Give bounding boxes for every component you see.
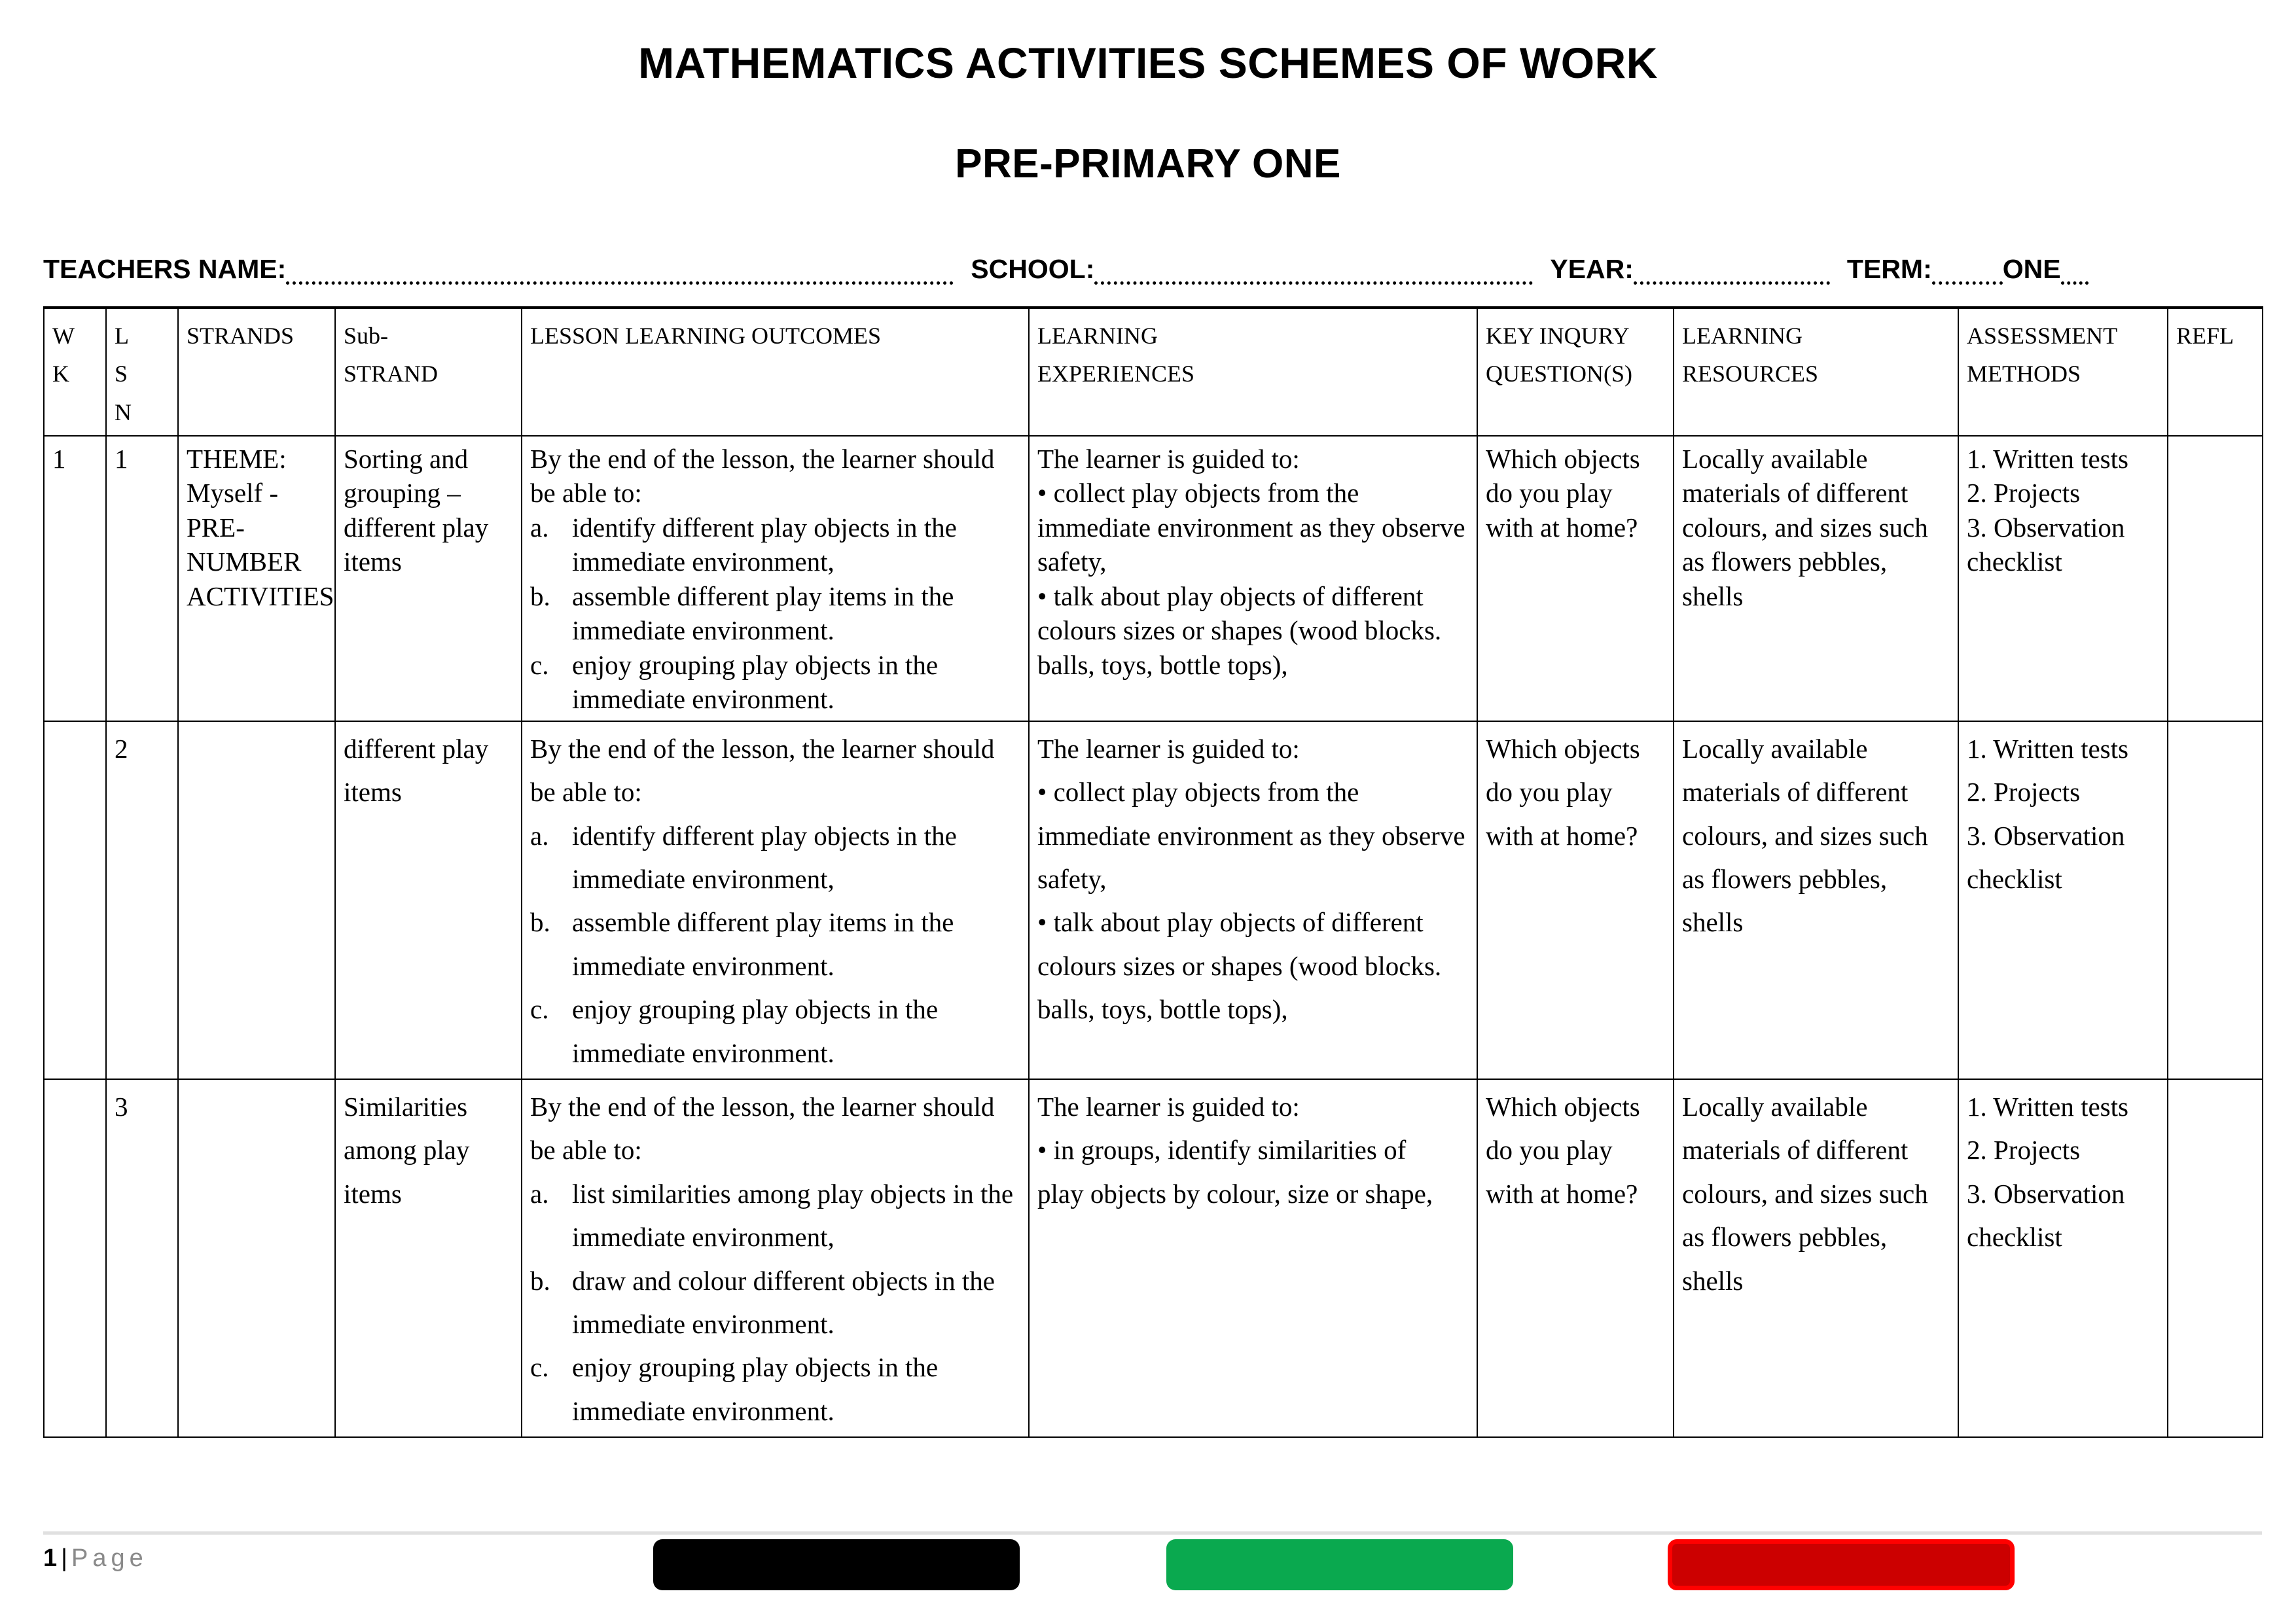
cell-learning-experiences <box>1029 721 1477 1079</box>
term-value: ONE <box>2002 254 2061 284</box>
outcomes-intro: By the end of the lesson, the learner should be able to: <box>530 443 995 508</box>
assessment-list <box>1967 727 2161 901</box>
cell-learning-resources: Locally available materials of different colours, and sizes such as flowers pebbles, shells <box>1674 721 1958 1079</box>
header-fields <box>43 245 2269 285</box>
school-label: SCHOOL: <box>971 254 1095 284</box>
list-item: • talk about play objects of different colours sizes or shapes (wood blocks. balls, toys, bottle tops), <box>1037 580 1442 680</box>
column-header-week: W K <box>44 308 106 436</box>
page-word: Page <box>71 1544 148 1572</box>
list-item <box>530 901 1022 988</box>
list-item: 3. Observation checklist <box>1967 512 2125 577</box>
list-text: enjoy grouping play objects in the immediate environment. <box>572 649 939 715</box>
year-input[interactable] <box>1634 259 1830 285</box>
outcomes-intro: By the end of the lesson, the learner should be able to: <box>530 733 995 808</box>
list-item <box>530 579 1022 648</box>
cell-strands <box>178 721 335 1079</box>
list-text: draw and colour different objects in the immediate environment. <box>572 1265 995 1339</box>
flag-bar-green <box>1166 1539 1513 1590</box>
footer-divider <box>43 1531 2262 1535</box>
experiences-list <box>1037 476 1470 682</box>
cell-learning-resources: Locally available materials of different colours, and sizes such as flowers pebbles, shells <box>1674 1079 1958 1437</box>
experiences-intro: The learner is guided to: <box>1037 443 1300 474</box>
list-item: play objects by colour, size or shape, <box>1037 1178 1433 1209</box>
list-item: • collect play objects from the immediate environment as they observe safety, <box>1037 777 1465 894</box>
table-header-row <box>44 308 2263 436</box>
term-input-right[interactable] <box>2061 259 2089 285</box>
cell-key-inquiry-question: Which objects do you play with at home? <box>1477 1079 1674 1437</box>
list-text: list similarities among play objects in the immediate environment, <box>572 1178 1014 1253</box>
experiences-list <box>1037 770 1470 1031</box>
list-text: enjoy grouping play objects in the immediate environment. <box>572 1352 939 1426</box>
year-label: YEAR: <box>1550 254 1634 284</box>
list-item: 2. Projects <box>1967 1135 2081 1166</box>
cell-strands <box>178 1079 335 1437</box>
cell-lesson: 1 <box>106 436 178 721</box>
page-number: 1 <box>43 1544 58 1572</box>
table-row <box>44 721 2263 1079</box>
assessment-list <box>1967 442 2161 579</box>
experiences-intro: The learner is guided to: <box>1037 1091 1300 1122</box>
cell-week <box>44 1079 106 1437</box>
column-header-assessment-methods: ASSESSMENT METHODS <box>1958 308 2168 436</box>
cell-learning-resources: Locally available materials of different colours, and sizes such as flowers pebbles, shells <box>1674 436 1958 721</box>
term-label: TERM: <box>1846 254 1932 284</box>
outcomes-intro: By the end of the lesson, the learner should be able to: <box>530 1091 995 1166</box>
column-header-key-inquiry-questions: KEY INQURY QUESTION(S) <box>1477 308 1674 436</box>
list-item: 3. Observation checklist <box>1967 1178 2125 1253</box>
list-marker: b. <box>530 1265 550 1296</box>
experiences-list <box>1037 1128 1470 1215</box>
cell-strands: THEME: Myself - PRE-NUMBER ACTIVITIES <box>178 436 335 721</box>
list-item: 3. Observation checklist <box>1967 820 2125 894</box>
teachers-name-input[interactable] <box>286 259 954 285</box>
cell-assessment-methods <box>1958 1079 2168 1437</box>
cell-key-inquiry-question: Which objects do you play with at home? <box>1477 436 1674 721</box>
list-item: 1. Written tests <box>1967 1091 2128 1122</box>
cell-lesson-learning-outcomes <box>522 436 1029 721</box>
cell-refl[interactable] <box>2168 1079 2263 1437</box>
cell-assessment-methods <box>1958 436 2168 721</box>
column-header-lesson-learning-outcomes: LESSON LEARNING OUTCOMES <box>522 308 1029 436</box>
page-subtitle: PRE-PRIMARY ONE <box>955 141 1341 187</box>
experiences-intro: The learner is guided to: <box>1037 733 1300 764</box>
list-text: assemble different play items in the immediate environment. <box>572 907 954 981</box>
list-text: assemble different play items in the immediate environment. <box>572 580 954 646</box>
list-text: enjoy grouping play objects in the immediate environment. <box>572 994 939 1068</box>
cell-sub-strand: Sorting and grouping – different play items <box>335 436 522 721</box>
list-marker: b. <box>530 907 550 938</box>
column-header-learning-experiences: LEARNING EXPERIENCES <box>1029 308 1477 436</box>
cell-week <box>44 721 106 1079</box>
cell-lesson: 3 <box>106 1079 178 1437</box>
term-input-left[interactable] <box>1932 259 2003 285</box>
column-header-learning-resources: LEARNING RESOURCES <box>1674 308 1958 436</box>
column-header-sub-strand: Sub- STRAND <box>335 308 522 436</box>
cell-sub-strand: different play items <box>335 721 522 1079</box>
assessment-list <box>1967 1085 2161 1259</box>
flag-bar-black <box>653 1539 1020 1590</box>
table-row <box>44 436 2263 721</box>
cell-lesson-learning-outcomes <box>522 721 1029 1079</box>
list-marker: b. <box>530 580 550 611</box>
list-item: • in groups, identify similarities of <box>1037 1135 1407 1166</box>
cell-week: 1 <box>44 436 106 721</box>
list-item <box>530 988 1022 1075</box>
list-item <box>530 814 1022 901</box>
list-item <box>530 1259 1022 1346</box>
list-marker: c. <box>530 994 549 1025</box>
list-text: identify different play objects in the immediate environment, <box>572 820 957 894</box>
outcomes-list <box>530 510 1022 717</box>
school-input[interactable] <box>1094 259 1533 285</box>
cell-sub-strand: Similarities among play items <box>335 1079 522 1437</box>
cell-assessment-methods <box>1958 721 2168 1079</box>
list-item: • collect play objects from the immediate environment as they observe safety, <box>1037 478 1465 577</box>
cell-refl[interactable] <box>2168 436 2263 721</box>
list-marker: a. <box>530 1178 549 1209</box>
list-marker: c. <box>530 1352 549 1383</box>
list-item <box>530 1346 1022 1433</box>
list-marker: a. <box>530 512 549 543</box>
list-item: • talk about play objects of different colours sizes or shapes (wood blocks. balls, toys, bottle tops), <box>1037 907 1442 1025</box>
list-item: 2. Projects <box>1967 478 2081 508</box>
column-header-strands: STRANDS <box>178 308 335 436</box>
list-text: identify different play objects in the immediate environment, <box>572 512 957 577</box>
list-item: 1. Written tests <box>1967 443 2128 474</box>
list-item <box>530 1172 1022 1259</box>
list-item: 2. Projects <box>1967 777 2081 808</box>
list-marker: a. <box>530 820 549 851</box>
cell-refl[interactable] <box>2168 721 2263 1079</box>
page-number-footer <box>43 1544 148 1573</box>
outcomes-list <box>530 1172 1022 1433</box>
list-item <box>530 510 1022 579</box>
flag-bar-red <box>1668 1539 2015 1590</box>
list-item: 1. Written tests <box>1967 733 2128 764</box>
column-header-lesson: L S N <box>106 308 178 436</box>
outcomes-list <box>530 814 1022 1075</box>
list-marker: c. <box>530 649 549 680</box>
page-title: MATHEMATICS ACTIVITIES SCHEMES OF WORK <box>638 39 1658 87</box>
schemes-of-work-table <box>43 306 2263 1438</box>
cell-learning-experiences <box>1029 436 1477 721</box>
column-header-refl: REFL <box>2168 308 2263 436</box>
cell-lesson-learning-outcomes <box>522 1079 1029 1437</box>
cell-learning-experiences <box>1029 1079 1477 1437</box>
teachers-name-label: TEACHERS NAME: <box>43 254 287 284</box>
cell-lesson: 2 <box>106 721 178 1079</box>
list-item <box>530 648 1022 717</box>
page-separator: | <box>61 1544 68 1572</box>
cell-key-inquiry-question: Which objects do you play with at home? <box>1477 721 1674 1079</box>
table-row <box>44 1079 2263 1437</box>
